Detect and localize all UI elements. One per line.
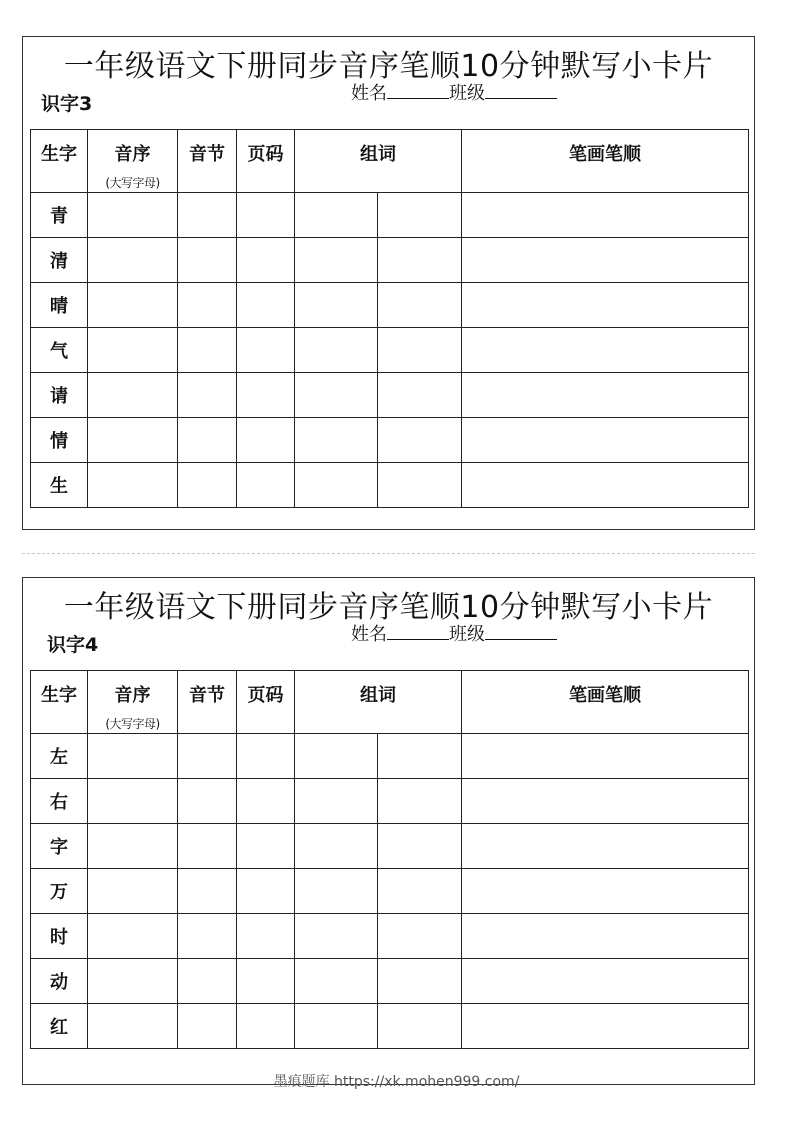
page-cell[interactable]	[237, 734, 295, 779]
char-cell: 清	[31, 238, 88, 283]
strokes-cell[interactable]	[462, 373, 749, 418]
word-cell-2[interactable]	[378, 1004, 462, 1049]
order-cell[interactable]	[88, 283, 178, 328]
worksheet-card-1	[22, 36, 755, 530]
order-cell[interactable]	[88, 779, 178, 824]
header-strokes: 笔画笔顺	[462, 671, 749, 734]
table-row	[31, 824, 749, 869]
card-divider	[22, 553, 755, 554]
strokes-cell[interactable]	[462, 283, 749, 328]
page-cell[interactable]	[237, 779, 295, 824]
header-words: 组词	[295, 671, 462, 734]
name-blank	[387, 623, 449, 640]
char-cell: 气	[31, 328, 88, 373]
page-cell[interactable]	[237, 869, 295, 914]
strokes-cell[interactable]	[462, 914, 749, 959]
word-cell-1[interactable]	[295, 734, 378, 779]
word-cell-2[interactable]	[378, 193, 462, 238]
header-page: 页码	[237, 130, 295, 193]
order-cell[interactable]	[88, 373, 178, 418]
dictation-table	[30, 670, 749, 1049]
word-cell-2[interactable]	[378, 824, 462, 869]
order-cell[interactable]	[88, 463, 178, 508]
word-cell-2[interactable]	[378, 283, 462, 328]
word-cell-1[interactable]	[295, 418, 378, 463]
char-cell: 万	[31, 869, 88, 914]
page-cell[interactable]	[237, 283, 295, 328]
syllable-cell[interactable]	[178, 283, 237, 328]
char-cell: 动	[31, 959, 88, 1004]
header-order	[88, 671, 178, 734]
word-cell-1[interactable]	[295, 193, 378, 238]
word-cell-1[interactable]	[295, 238, 378, 283]
word-cell-2[interactable]	[378, 914, 462, 959]
header-syllable: 音节	[178, 130, 237, 193]
word-cell-2[interactable]	[378, 373, 462, 418]
page-cell[interactable]	[237, 824, 295, 869]
word-cell-1[interactable]	[295, 779, 378, 824]
header-char: 生字	[31, 671, 88, 734]
strokes-cell[interactable]	[462, 959, 749, 1004]
char-cell: 请	[31, 373, 88, 418]
strokes-cell[interactable]	[462, 779, 749, 824]
strokes-cell[interactable]	[462, 193, 749, 238]
syllable-cell[interactable]	[178, 328, 237, 373]
card-title: 一年级语文下册同步音序笔顺10分钟默写小卡片	[63, 49, 714, 84]
order-cell[interactable]	[88, 959, 178, 1004]
syllable-cell[interactable]	[178, 238, 237, 283]
word-cell-2[interactable]	[378, 238, 462, 283]
page-cell[interactable]	[237, 238, 295, 283]
table-row	[31, 373, 749, 418]
name-label: 姓名	[351, 624, 387, 645]
table-row	[31, 779, 749, 824]
header-words: 组词	[295, 130, 462, 193]
name-class-line	[351, 620, 557, 646]
char-cell: 字	[31, 824, 88, 869]
class-label: 班级	[449, 83, 485, 104]
page-cell[interactable]	[237, 418, 295, 463]
header-page: 页码	[237, 671, 295, 734]
char-cell: 晴	[31, 283, 88, 328]
header-char: 生字	[31, 130, 88, 193]
footer-watermark: 墨痕题库 https://xk.mohen999.com/	[273, 1074, 520, 1090]
table-row	[31, 734, 749, 779]
strokes-cell[interactable]	[462, 1004, 749, 1049]
header-order-note: (大写字母)	[105, 717, 160, 731]
syllable-cell[interactable]	[178, 914, 237, 959]
word-cell-1[interactable]	[295, 373, 378, 418]
word-cell-1[interactable]	[295, 463, 378, 508]
worksheet-card-2	[22, 577, 755, 1085]
word-cell-2[interactable]	[378, 959, 462, 1004]
header-order-note: (大写字母)	[105, 176, 160, 190]
strokes-cell[interactable]	[462, 463, 749, 508]
table-row	[31, 914, 749, 959]
class-blank	[485, 82, 557, 99]
class-blank	[485, 623, 557, 640]
table-row	[31, 238, 749, 283]
table-row	[31, 869, 749, 914]
order-cell[interactable]	[88, 418, 178, 463]
word-cell-1[interactable]	[295, 914, 378, 959]
word-cell-2[interactable]	[378, 869, 462, 914]
syllable-cell[interactable]	[178, 734, 237, 779]
header-strokes: 笔画笔顺	[462, 130, 749, 193]
char-cell: 青	[31, 193, 88, 238]
order-cell[interactable]	[88, 869, 178, 914]
word-cell-1[interactable]	[295, 959, 378, 1004]
syllable-cell[interactable]	[178, 463, 237, 508]
word-cell-1[interactable]	[295, 1004, 378, 1049]
page-cell[interactable]	[237, 1004, 295, 1049]
page-cell[interactable]	[237, 959, 295, 1004]
table-row	[31, 418, 749, 463]
order-cell[interactable]	[88, 328, 178, 373]
char-cell: 红	[31, 1004, 88, 1049]
syllable-cell[interactable]	[178, 779, 237, 824]
strokes-cell[interactable]	[462, 328, 749, 373]
card-title: 一年级语文下册同步音序笔顺10分钟默写小卡片	[63, 590, 714, 625]
word-cell-2[interactable]	[378, 463, 462, 508]
strokes-cell[interactable]	[462, 238, 749, 283]
name-label: 姓名	[351, 83, 387, 104]
class-label: 班级	[449, 624, 485, 645]
syllable-cell[interactable]	[178, 959, 237, 1004]
header-order	[88, 130, 178, 193]
char-cell: 右	[31, 779, 88, 824]
header-order-label: 音序	[114, 144, 151, 165]
order-cell[interactable]	[88, 193, 178, 238]
name-blank	[387, 82, 449, 99]
word-cell-2[interactable]	[378, 418, 462, 463]
name-class-line	[351, 79, 557, 105]
syllable-cell[interactable]	[178, 869, 237, 914]
table-row	[31, 463, 749, 508]
char-cell: 生	[31, 463, 88, 508]
strokes-cell[interactable]	[462, 824, 749, 869]
card-subtitle: 识字3	[41, 93, 93, 115]
syllable-cell[interactable]	[178, 824, 237, 869]
table-row	[31, 959, 749, 1004]
strokes-cell[interactable]	[462, 869, 749, 914]
char-cell: 时	[31, 914, 88, 959]
page-cell[interactable]	[237, 373, 295, 418]
word-cell-1[interactable]	[295, 328, 378, 373]
table-row	[31, 193, 749, 238]
strokes-cell[interactable]	[462, 734, 749, 779]
order-cell[interactable]	[88, 824, 178, 869]
card-subtitle: 识字4	[47, 634, 99, 656]
word-cell-2[interactable]	[378, 328, 462, 373]
header-order-label: 音序	[114, 685, 151, 706]
char-cell: 情	[31, 418, 88, 463]
syllable-cell[interactable]	[178, 373, 237, 418]
syllable-cell[interactable]	[178, 193, 237, 238]
table-row	[31, 283, 749, 328]
table-header-row	[31, 130, 749, 193]
page-cell[interactable]	[237, 328, 295, 373]
dictation-table	[30, 129, 749, 508]
order-cell[interactable]	[88, 734, 178, 779]
table-header-row	[31, 671, 749, 734]
order-cell[interactable]	[88, 1004, 178, 1049]
table-row	[31, 1004, 749, 1049]
table-row	[31, 328, 749, 373]
syllable-cell[interactable]	[178, 1004, 237, 1049]
word-cell-1[interactable]	[295, 283, 378, 328]
page-cell[interactable]	[237, 463, 295, 508]
word-cell-1[interactable]	[295, 824, 378, 869]
syllable-cell[interactable]	[178, 418, 237, 463]
char-cell: 左	[31, 734, 88, 779]
word-cell-2[interactable]	[378, 779, 462, 824]
order-cell[interactable]	[88, 238, 178, 283]
order-cell[interactable]	[88, 914, 178, 959]
word-cell-1[interactable]	[295, 869, 378, 914]
page-cell[interactable]	[237, 193, 295, 238]
header-syllable: 音节	[178, 671, 237, 734]
strokes-cell[interactable]	[462, 418, 749, 463]
word-cell-2[interactable]	[378, 734, 462, 779]
page-cell[interactable]	[237, 914, 295, 959]
